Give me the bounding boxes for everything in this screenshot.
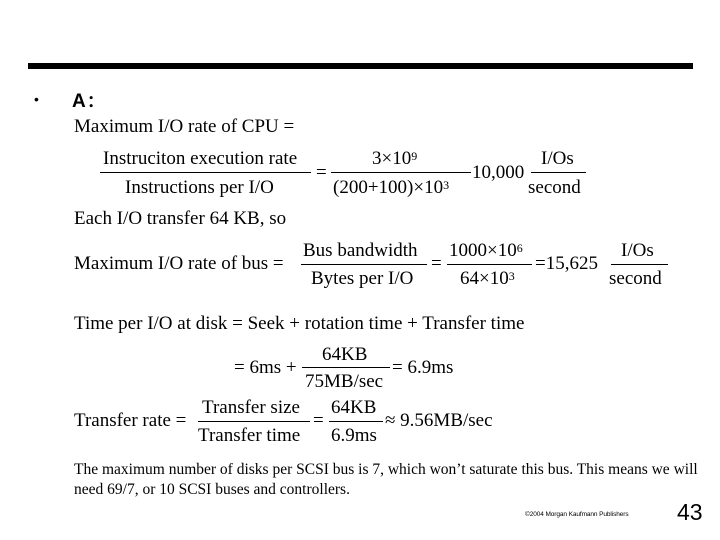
rate-lhs: Transfer rate =: [74, 410, 187, 431]
rate-denominator: Transfer time: [198, 425, 301, 446]
disk-line: Time per I/O at disk = Seek + rotation time + Transfer time: [74, 313, 525, 334]
disk-fraction-bar: [302, 367, 390, 368]
top-rule: [28, 63, 693, 69]
bus-unit-denominator: second: [609, 268, 662, 289]
rate-numerator: Transfer size: [202, 397, 300, 418]
cpu-denominator: Instructions per I/O: [125, 177, 274, 198]
cpu-result: 10,000: [472, 162, 525, 183]
bus-lhs: Maximum I/O rate of bus =: [74, 253, 284, 274]
cpu-fraction-bar: [100, 172, 311, 173]
bus-unit-bar: [611, 264, 668, 265]
rate-equals: =: [313, 410, 324, 431]
cpu-equals: =: [316, 162, 327, 183]
bus-fraction-bar: [301, 264, 427, 265]
rate-fraction-bar: [198, 421, 310, 422]
answer-label: A：: [72, 91, 107, 112]
cpu-unit-numerator: I/Os: [541, 148, 574, 169]
bus-numerator: Bus bandwidth: [303, 240, 418, 261]
cpu-fraction-bar-2: [331, 172, 471, 173]
rate-denominator-2: 6.9ms: [331, 425, 377, 446]
cpu-denominator-2: $(200+100)\times 10^3$: [333, 177, 450, 198]
bus-equals: =: [431, 253, 442, 274]
cpu-unit-bar: [531, 172, 586, 173]
transfer-line: Each I/O transfer 64 KB, so: [74, 208, 287, 229]
disk-numerator: 64KB: [322, 344, 368, 365]
rate-result: ≈ 9.56MB/sec: [385, 410, 493, 431]
rate-fraction-bar-2: [329, 421, 383, 422]
bus-result: =15,625: [535, 253, 598, 274]
bus-numerator-2: $1000\times 10^6$: [449, 240, 523, 261]
disk-result: = 6.9ms: [392, 357, 454, 378]
bus-unit-numerator: I/Os: [621, 240, 654, 261]
cpu-unit-denominator: second: [528, 177, 581, 198]
bullet: •: [34, 91, 39, 107]
disk-prefix: = 6ms +: [234, 357, 297, 378]
bus-denominator-2: $64\times 10^3$: [460, 268, 515, 289]
cpu-numerator: Instruciton execution rate: [103, 148, 298, 169]
disk-denominator: 75MB/sec: [305, 371, 384, 392]
cpu-numerator-2: $3\times 10^9$: [372, 148, 418, 169]
copyright-notice: ©2004 Morgan Kaufmann Publishers: [525, 511, 629, 518]
rate-numerator-2: 64KB: [331, 397, 377, 418]
bus-fraction-bar-2: [447, 264, 532, 265]
bus-denominator: Bytes per I/O: [311, 268, 414, 289]
conclusion-note: The maximum number of disks per SCSI bus is 7, which won’t saturate this bus. This means we will need 69/7, or 10 SCSI buses and controllers.: [74, 461, 698, 498]
cpu-heading: Maximum I/O rate of CPU =: [74, 116, 295, 137]
page-number: 43: [677, 499, 703, 525]
